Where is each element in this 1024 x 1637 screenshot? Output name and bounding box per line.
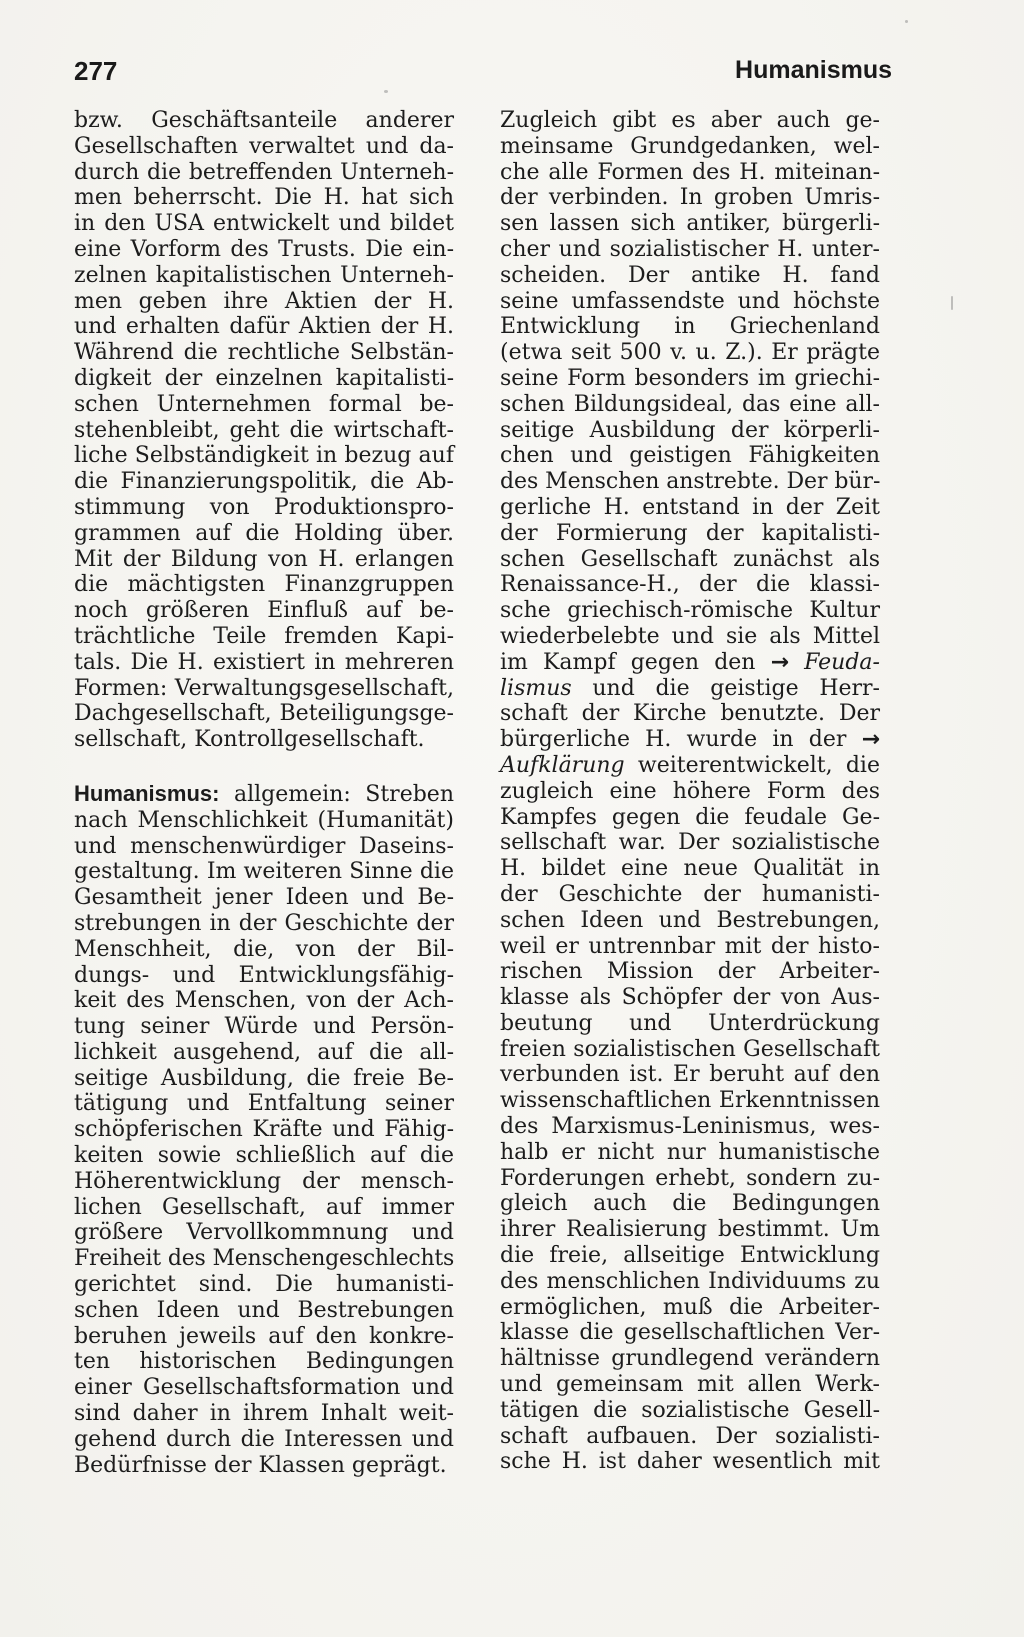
text-line: schöpferischen Kräfte und Fähig- bbox=[74, 1117, 454, 1143]
text-line: lichkeit ausgehend, auf die all- bbox=[74, 1039, 454, 1065]
text-line: größere Vervollkommnung und bbox=[74, 1220, 454, 1246]
cross-reference-aufklaerung: Aufklärung bbox=[500, 752, 625, 778]
text-line: der Geschichte der humanisti- bbox=[500, 881, 880, 907]
text-line: klasse als Schöpfer der von Aus- bbox=[500, 985, 880, 1011]
text-line: weil er untrennbar mit der histo- bbox=[500, 933, 880, 959]
text-line: zugleich eine höhere Form des bbox=[500, 778, 880, 804]
text-line: chen und geistigen Fähigkeiten bbox=[500, 443, 880, 469]
entry-headword: Humanismus: bbox=[74, 780, 220, 806]
right-text-block-b bbox=[500, 701, 880, 727]
text-line: Gesamtheit jener Ideen und Be- bbox=[74, 885, 454, 911]
text-line-feudalismus bbox=[500, 650, 880, 676]
text-line: Forderungen erhebt, sondern zu- bbox=[500, 1165, 880, 1191]
text-line: die freie, allseitige Entwicklung bbox=[500, 1243, 880, 1269]
line-text: und die geistige Herr- bbox=[592, 675, 880, 701]
text-line: gehend durch die Interessen und bbox=[74, 1426, 454, 1452]
text-line: Kampfes gegen die feudale Ge- bbox=[500, 804, 880, 830]
text-line: digkeit der einzelnen kapitalisti- bbox=[74, 365, 454, 391]
page-number: 277 bbox=[74, 56, 118, 86]
text-line: che alle Formen des H. miteinan- bbox=[500, 159, 880, 185]
entry-first-line-text: allgemein: Streben bbox=[233, 781, 454, 807]
text-line: und erhalten dafür Aktien der H. bbox=[74, 314, 454, 340]
text-line: sind daher in ihrem Inhalt weit- bbox=[74, 1401, 454, 1427]
text-line: Menschheit, die, von der Bil- bbox=[74, 936, 454, 962]
text-line: schen Ideen und Bestrebungen, bbox=[500, 907, 880, 933]
line-text: im Kampf gegen den bbox=[500, 649, 756, 675]
text-line: stimmung von Produktionspro- bbox=[74, 494, 454, 520]
text-line: Freiheit des Menschengeschlechts bbox=[74, 1246, 454, 1272]
left-column bbox=[74, 108, 454, 1478]
text-line: gestaltung. Im weiteren Sinne die bbox=[74, 859, 454, 885]
text-line: gerichtet sind. Die humanisti- bbox=[74, 1272, 454, 1298]
right-text-block-a bbox=[500, 108, 880, 650]
text-line-feudalismus-2 bbox=[500, 676, 880, 702]
text-line: sche H. ist daher wesentlich mit bbox=[500, 1449, 880, 1475]
text-line: scheiden. Der antike H. fand bbox=[500, 262, 880, 288]
text-line: die mächtigsten Finanzgruppen bbox=[74, 572, 454, 598]
text-line: H. bildet eine neue Qualität in bbox=[500, 856, 880, 882]
text-line: eine Vorform des Trusts. Die ein- bbox=[74, 236, 454, 262]
text-line: verbunden ist. Er beruht auf den bbox=[500, 1062, 880, 1088]
text-line: freien sozialistischen Gesellschaft bbox=[500, 1036, 880, 1062]
text-line: ten historischen Bedingungen bbox=[74, 1349, 454, 1375]
text-line: sche griechisch-römische Kultur bbox=[500, 598, 880, 624]
text-line: seitige Ausbildung der körperli- bbox=[500, 417, 880, 443]
text-line: einer Gesellschaftsformation und bbox=[74, 1375, 454, 1401]
text-line-aufklaerung bbox=[500, 727, 880, 753]
text-line: Höherentwicklung der mensch- bbox=[74, 1168, 454, 1194]
text-line: tätigung und Entfaltung seiner bbox=[74, 1091, 454, 1117]
text-line: des Marxismus-Leninismus, wes- bbox=[500, 1114, 880, 1140]
text-line: wiederbelebte und sie als Mittel bbox=[500, 623, 880, 649]
text-line: tätigen die sozialistische Gesell- bbox=[500, 1397, 880, 1423]
text-line: Entwicklung in Griechenland bbox=[500, 314, 880, 340]
text-line: des menschlichen Individuums zu bbox=[500, 1268, 880, 1294]
text-line: die Finanzierungspolitik, die Ab- bbox=[74, 469, 454, 495]
text-line: und menschenwürdiger Daseins- bbox=[74, 833, 454, 859]
text-line: hältnisse grundlegend verändern bbox=[500, 1346, 880, 1372]
text-line: zelnen kapitalistischen Unterneh- bbox=[74, 262, 454, 288]
text-line: men geben ihre Aktien der H. bbox=[74, 288, 454, 314]
text-line: gleich auch die Bedingungen bbox=[500, 1191, 880, 1217]
text-line: schen Ideen und Bestrebungen bbox=[74, 1297, 454, 1323]
text-line: Während die rechtliche Selbstän- bbox=[74, 340, 454, 366]
text-line: klasse die gesellschaftlichen Ver- bbox=[500, 1320, 880, 1346]
entry-humanismus-body bbox=[74, 808, 454, 1479]
text-line: der verbinden. In groben Umris- bbox=[500, 185, 880, 211]
text-line: wissenschaftlichen Erkenntnissen bbox=[500, 1088, 880, 1114]
text-line: der Formierung der kapitalisti- bbox=[500, 520, 880, 546]
text-line: (etwa seit 500 v. u. Z.). Er prägte bbox=[500, 340, 880, 366]
text-line: stehenbleibt, geht die wirtschaft- bbox=[74, 417, 454, 443]
text-line: keiten sowie schließlich auf die bbox=[74, 1143, 454, 1169]
right-text-block-c bbox=[500, 779, 880, 1476]
text-line-aufklaerung-2 bbox=[500, 753, 880, 779]
text-line: beruhen jeweils auf den konkre- bbox=[74, 1323, 454, 1349]
text-line: Renaissance-H., der die klassi- bbox=[500, 572, 880, 598]
text-line: tals. Die H. existiert in mehreren bbox=[74, 649, 454, 675]
text-line: halb er nicht nur humanistische bbox=[500, 1139, 880, 1165]
text-line: Zugleich gibt es aber auch ge- bbox=[500, 108, 880, 133]
text-line: ihrer Realisierung bestimmt. Um bbox=[500, 1217, 880, 1243]
cross-reference-feudalismus-2: lismus bbox=[500, 675, 572, 701]
text-line: in den USA entwickelt und bildet bbox=[74, 211, 454, 237]
text-line: seitige Ausbildung, die freie Be- bbox=[74, 1065, 454, 1091]
cross-reference-feudalismus: Feuda- bbox=[804, 649, 880, 675]
line-text: weiterentwickelt, die bbox=[637, 752, 880, 778]
text-line: seine umfassendste und höchste bbox=[500, 288, 880, 314]
text-line: und gemeinsam mit allen Werk- bbox=[500, 1372, 880, 1398]
text-line: liche Selbständigkeit in bezug auf bbox=[74, 443, 454, 469]
text-line: beutung und Unterdrückung bbox=[500, 1010, 880, 1036]
text-line: tung seiner Würde und Persön- bbox=[74, 1014, 454, 1040]
text-line: gerliche H. entstand in der Zeit bbox=[500, 494, 880, 520]
text-line: bzw. Geschäftsanteile anderer bbox=[74, 108, 454, 133]
page-header bbox=[74, 56, 892, 96]
text-line: Formen: Verwaltungsgesellschaft, bbox=[74, 675, 454, 701]
text-line: ermöglichen, muß die Arbeiter- bbox=[500, 1294, 880, 1320]
text-line: sellschaft war. Der sozialistische bbox=[500, 830, 880, 856]
text-line: durch die betreffenden Unterneh- bbox=[74, 159, 454, 185]
text-line: schaft der Kirche benutzte. Der bbox=[500, 701, 880, 727]
text-line: Dachgesellschaft, Beteiligungsge- bbox=[74, 701, 454, 727]
text-line: trächtliche Teile fremden Kapi- bbox=[74, 623, 454, 649]
line-text: bürgerliche H. wurde in der bbox=[500, 727, 847, 753]
entry-first-line bbox=[74, 781, 454, 808]
text-line: sen lassen sich antiker, bürgerli- bbox=[500, 211, 880, 237]
text-line: Bedürfnisse der Klassen geprägt. bbox=[74, 1452, 447, 1478]
text-line: grammen auf die Holding über. bbox=[74, 520, 454, 546]
text-line: Mit der Bildung von H. erlangen bbox=[74, 546, 454, 572]
text-line: noch größeren Einfluß auf be- bbox=[74, 598, 454, 624]
text-line: rischen Mission der Arbeiter- bbox=[500, 959, 880, 985]
cross-reference-arrow-icon: → bbox=[861, 727, 880, 753]
print-speck bbox=[905, 20, 908, 23]
text-line: keit des Menschen, von der Ach- bbox=[74, 988, 454, 1014]
text-line: schaft aufbauen. Der sozialisti- bbox=[500, 1423, 880, 1449]
text-line: meinsame Grundgedanken, wel- bbox=[500, 133, 880, 159]
entry-gap bbox=[74, 753, 454, 781]
right-column bbox=[500, 108, 880, 1475]
running-head: Humanismus bbox=[735, 56, 892, 84]
text-line: seine Form besonders im griechi- bbox=[500, 365, 880, 391]
continued-entry-holding bbox=[74, 108, 454, 753]
text-line: nach Menschlichkeit (Humanität) bbox=[74, 807, 454, 833]
print-speck bbox=[384, 90, 388, 93]
text-line: dungs- und Entwicklungsfähig- bbox=[74, 962, 454, 988]
print-speck bbox=[951, 296, 953, 310]
text-line: schen Bildungsideal, das eine all- bbox=[500, 391, 880, 417]
text-line: strebungen in der Geschichte der bbox=[74, 910, 454, 936]
text-line: schen Gesellschaft zunächst als bbox=[500, 546, 880, 572]
text-line: Gesellschaften verwaltet und da- bbox=[74, 133, 454, 159]
text-line: cher und sozialistischer H. unter- bbox=[500, 236, 880, 262]
cross-reference-arrow-icon: → bbox=[770, 649, 789, 675]
text-line: lichen Gesellschaft, auf immer bbox=[74, 1194, 454, 1220]
text-line: schen Unternehmen formal be- bbox=[74, 391, 454, 417]
text-line: men beherrscht. Die H. hat sich bbox=[74, 185, 454, 211]
text-line: des Menschen anstrebte. Der bür- bbox=[500, 469, 881, 495]
text-line: sellschaft, Kontrollgesellschaft. bbox=[74, 727, 425, 753]
